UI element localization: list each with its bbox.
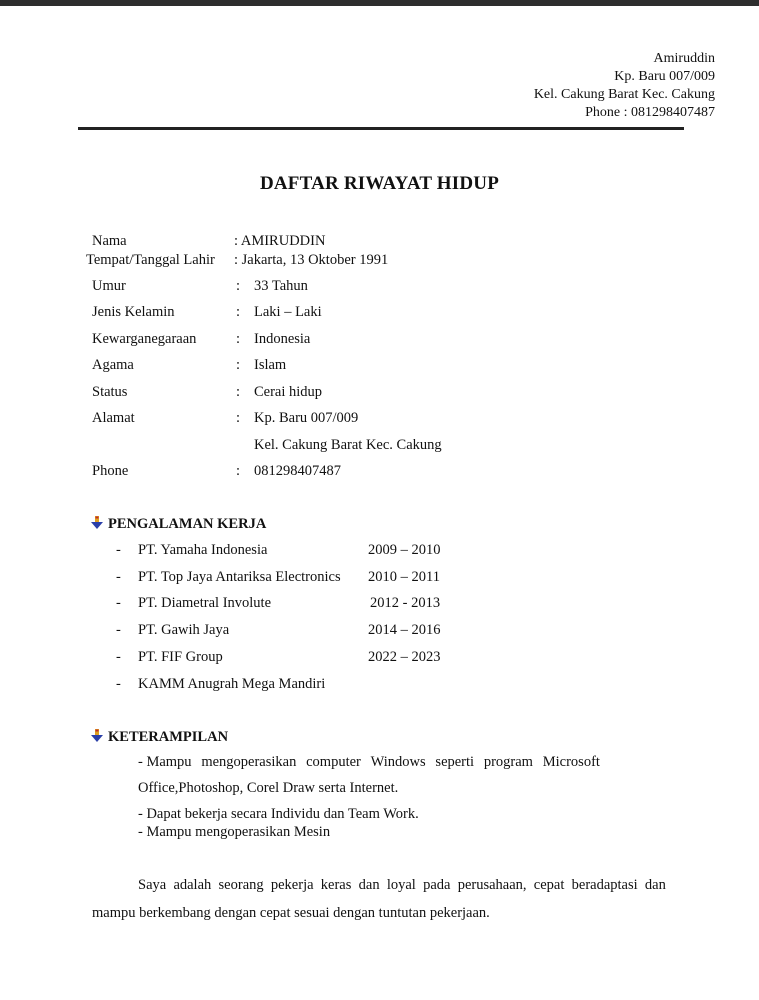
nama-value: : AMIRUDDIN bbox=[234, 233, 326, 249]
field-value-jenis-kelamin: Laki – Laki bbox=[254, 304, 322, 320]
arrow-down-bullet-icon bbox=[90, 516, 104, 530]
summary-word: pada bbox=[423, 877, 451, 893]
skill-item-1-line2: Office,Photoshop, Corel Draw serta Internet. bbox=[138, 780, 399, 796]
document-title: DAFTAR RIWAYAT HIDUP bbox=[259, 173, 500, 194]
list-dash: - bbox=[116, 569, 121, 585]
list-dash: - bbox=[116, 649, 121, 665]
summary-word: seorang bbox=[218, 877, 264, 893]
summary-line2: mampu berkembang dengan cepat sesuai dengan tuntutan pekerjaan. bbox=[92, 905, 490, 921]
field-label-alamat: Alamat bbox=[92, 410, 135, 426]
field-value-phone: 081298407487 bbox=[254, 463, 341, 479]
field-value-agama: Islam bbox=[254, 357, 287, 373]
skill-item-1-line1 bbox=[138, 754, 600, 771]
arrow-down-bullet-icon bbox=[90, 729, 104, 743]
field-colon: : bbox=[236, 384, 241, 400]
field-colon: : bbox=[236, 463, 241, 479]
field-label-phone: Phone bbox=[92, 463, 129, 479]
list-dash: - bbox=[116, 595, 121, 611]
summary-word: cepat bbox=[533, 877, 565, 893]
summary-word: beradaptasi bbox=[571, 877, 638, 893]
company-name: PT. Top Jaya Antariksa Electronics bbox=[138, 569, 341, 585]
sender-phone: Phone : 081298407487 bbox=[585, 105, 715, 120]
employment-years: 2010 – 2011 bbox=[368, 569, 440, 585]
company-name: PT. Yamaha Indonesia bbox=[138, 542, 268, 558]
employment-years: 2014 – 2016 bbox=[368, 622, 441, 638]
summary-line1 bbox=[138, 877, 666, 894]
summary-word: loyal bbox=[386, 877, 416, 893]
skill-word: Microsoft bbox=[542, 754, 600, 770]
summary-word: Saya bbox=[138, 877, 167, 893]
field-colon: : bbox=[236, 278, 241, 294]
summary-word: dan bbox=[358, 877, 380, 893]
experience-heading-text: PENGALAMAN KERJA bbox=[108, 516, 267, 532]
summary-word: adalah bbox=[173, 877, 212, 893]
field-label-umur: Umur bbox=[92, 278, 126, 294]
experience-heading bbox=[90, 516, 266, 533]
skill-word: program bbox=[483, 754, 533, 770]
skill-item-2: - Dapat bekerja secara Individu dan Team Work. bbox=[138, 806, 419, 822]
field-label-agama: Agama bbox=[92, 357, 134, 373]
list-dash: - bbox=[116, 622, 121, 638]
field-value-status: Cerai hidup bbox=[254, 384, 323, 400]
skills-heading-text: KETERAMPILAN bbox=[108, 729, 229, 745]
list-dash: - bbox=[116, 542, 121, 558]
skill-word: computer bbox=[306, 754, 361, 770]
field-value-kewarganegaraan: Indonesia bbox=[254, 331, 311, 347]
top-border bbox=[0, 0, 759, 6]
skill-word: mengoperasikan bbox=[201, 754, 297, 770]
sender-address-line1: Kp. Baru 007/009 bbox=[614, 69, 715, 84]
summary-word: keras bbox=[320, 877, 352, 893]
skills-heading bbox=[90, 729, 228, 746]
skill-item-3: - Mampu mengoperasikan Mesin bbox=[138, 824, 331, 840]
sender-header bbox=[534, 50, 715, 122]
company-name: KAMM Anugrah Mega Mandiri bbox=[138, 676, 326, 692]
company-name: PT. Diametral Involute bbox=[138, 595, 272, 611]
skill-word: - Mampu bbox=[138, 754, 192, 770]
nama-label: Nama bbox=[92, 233, 127, 249]
sender-name: Amiruddin bbox=[653, 51, 715, 66]
ttl-label: Tempat/Tanggal Lahir bbox=[86, 252, 215, 268]
field-value-umur: 33 Tahun bbox=[254, 278, 308, 294]
summary-word: pekerja bbox=[270, 877, 314, 893]
field-value-alamat-line2: Kel. Cakung Barat Kec. Cakung bbox=[254, 437, 442, 453]
field-colon: : bbox=[236, 331, 241, 347]
summary-word: dan bbox=[644, 877, 666, 893]
company-name: PT. FIF Group bbox=[138, 649, 223, 665]
skill-word: seperti bbox=[435, 754, 475, 770]
summary-word: perusahaan, bbox=[457, 877, 527, 893]
field-label-kewarganegaraan: Kewarganegaraan bbox=[92, 331, 197, 347]
employment-years: 2022 – 2023 bbox=[368, 649, 441, 665]
field-label-jenis-kelamin: Jenis Kelamin bbox=[92, 304, 175, 320]
field-colon: : bbox=[236, 410, 241, 426]
field-colon: : bbox=[236, 304, 241, 320]
field-label-status: Status bbox=[92, 384, 128, 400]
ttl-value: : Jakarta, 13 Oktober 1991 bbox=[234, 252, 389, 268]
field-colon: : bbox=[236, 357, 241, 373]
list-dash: - bbox=[116, 676, 121, 692]
sender-address-line2: Kel. Cakung Barat Kec. Cakung bbox=[533, 87, 715, 102]
header-divider bbox=[78, 127, 684, 130]
employment-years: 2012 - 2013 bbox=[370, 595, 441, 611]
field-value-alamat: Kp. Baru 007/009 bbox=[254, 410, 359, 426]
employment-years: 2009 – 2010 bbox=[368, 542, 441, 558]
skill-word: Windows bbox=[370, 754, 426, 770]
company-name: PT. Gawih Jaya bbox=[138, 622, 230, 638]
